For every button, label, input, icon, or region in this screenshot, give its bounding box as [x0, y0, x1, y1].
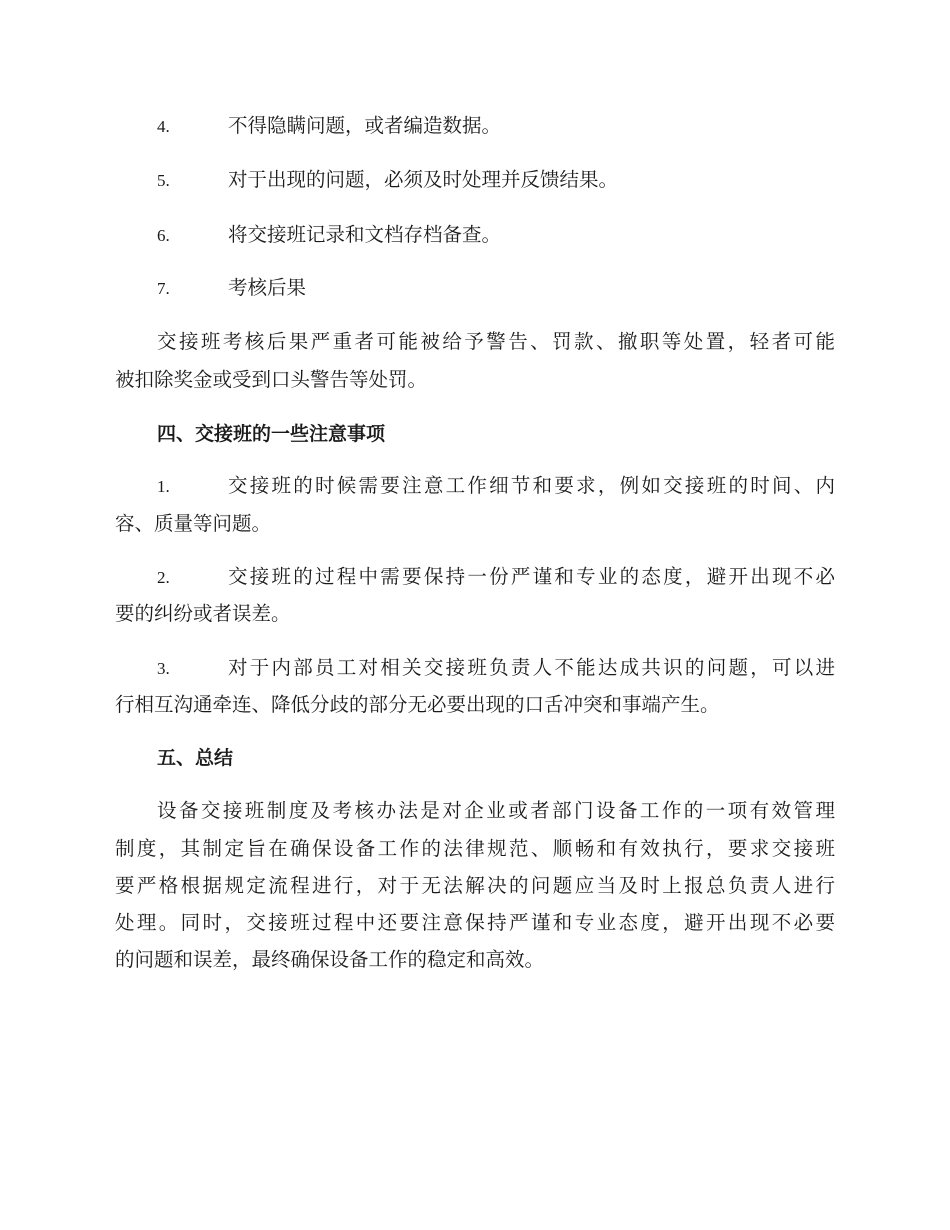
item-number: 2.: [157, 568, 170, 587]
item-number: 3.: [157, 659, 170, 678]
paragraph-line: 设备交接班制度及考核办法是对企业或者部门设备工作的一项有效管理: [157, 799, 835, 822]
item-text: 对于内部员工对相关交接班负责人不能达成共识的问题，可以进: [228, 656, 835, 679]
item-text: 不得隐瞒问题，或者编造数据。: [228, 114, 502, 137]
item-number: 5.: [157, 171, 170, 190]
item-number: 7.: [157, 279, 170, 298]
item-text: 对于出现的问题，必须及时处理并反馈结果。: [228, 168, 619, 191]
paragraph-line: 处理。同时，交接班过程中还要注意保持严谨和专业态度，避开出现不必要: [115, 911, 835, 934]
item-number: 4.: [157, 117, 170, 136]
item-text-continuation: 容、质量等问题。: [115, 512, 272, 535]
item-text-continuation: 行相互沟通牵连、降低分歧的部分无必要出现的口舌冲突和事端产生。: [115, 693, 720, 716]
item-number: 1.: [157, 477, 170, 496]
section-heading: 五、总结: [157, 747, 234, 769]
item-text-continuation: 要的纠纷或者误差。: [115, 602, 291, 625]
paragraph-line: 的问题和误差，最终确保设备工作的稳定和高效。: [115, 948, 545, 971]
item-number: 6.: [157, 226, 170, 245]
item-text: 交接班的时候需要注意工作细节和要求，例如交接班的时间、内: [228, 474, 835, 497]
paragraph-line: 被扣除奖金或受到口头警告等处罚。: [115, 368, 428, 391]
section-heading: 四、交接班的一些注意事项: [157, 423, 386, 445]
item-text: 交接班的过程中需要保持一份严谨和专业的态度，避开出现不必: [228, 565, 835, 588]
paragraph-line: 制度，其制定旨在确保设备工作的法律规范、顺畅和有效执行，要求交接班: [115, 837, 835, 860]
paragraph-line: 要严格根据规定流程进行，对于无法解决的问题应当及时上报总负责人进行: [115, 874, 835, 897]
item-text: 将交接班记录和文档存档备查。: [228, 223, 502, 246]
item-text: 考核后果: [228, 276, 307, 299]
paragraph-line: 交接班考核后果严重者可能被给予警告、罚款、撤职等处置，轻者可能: [157, 330, 835, 353]
